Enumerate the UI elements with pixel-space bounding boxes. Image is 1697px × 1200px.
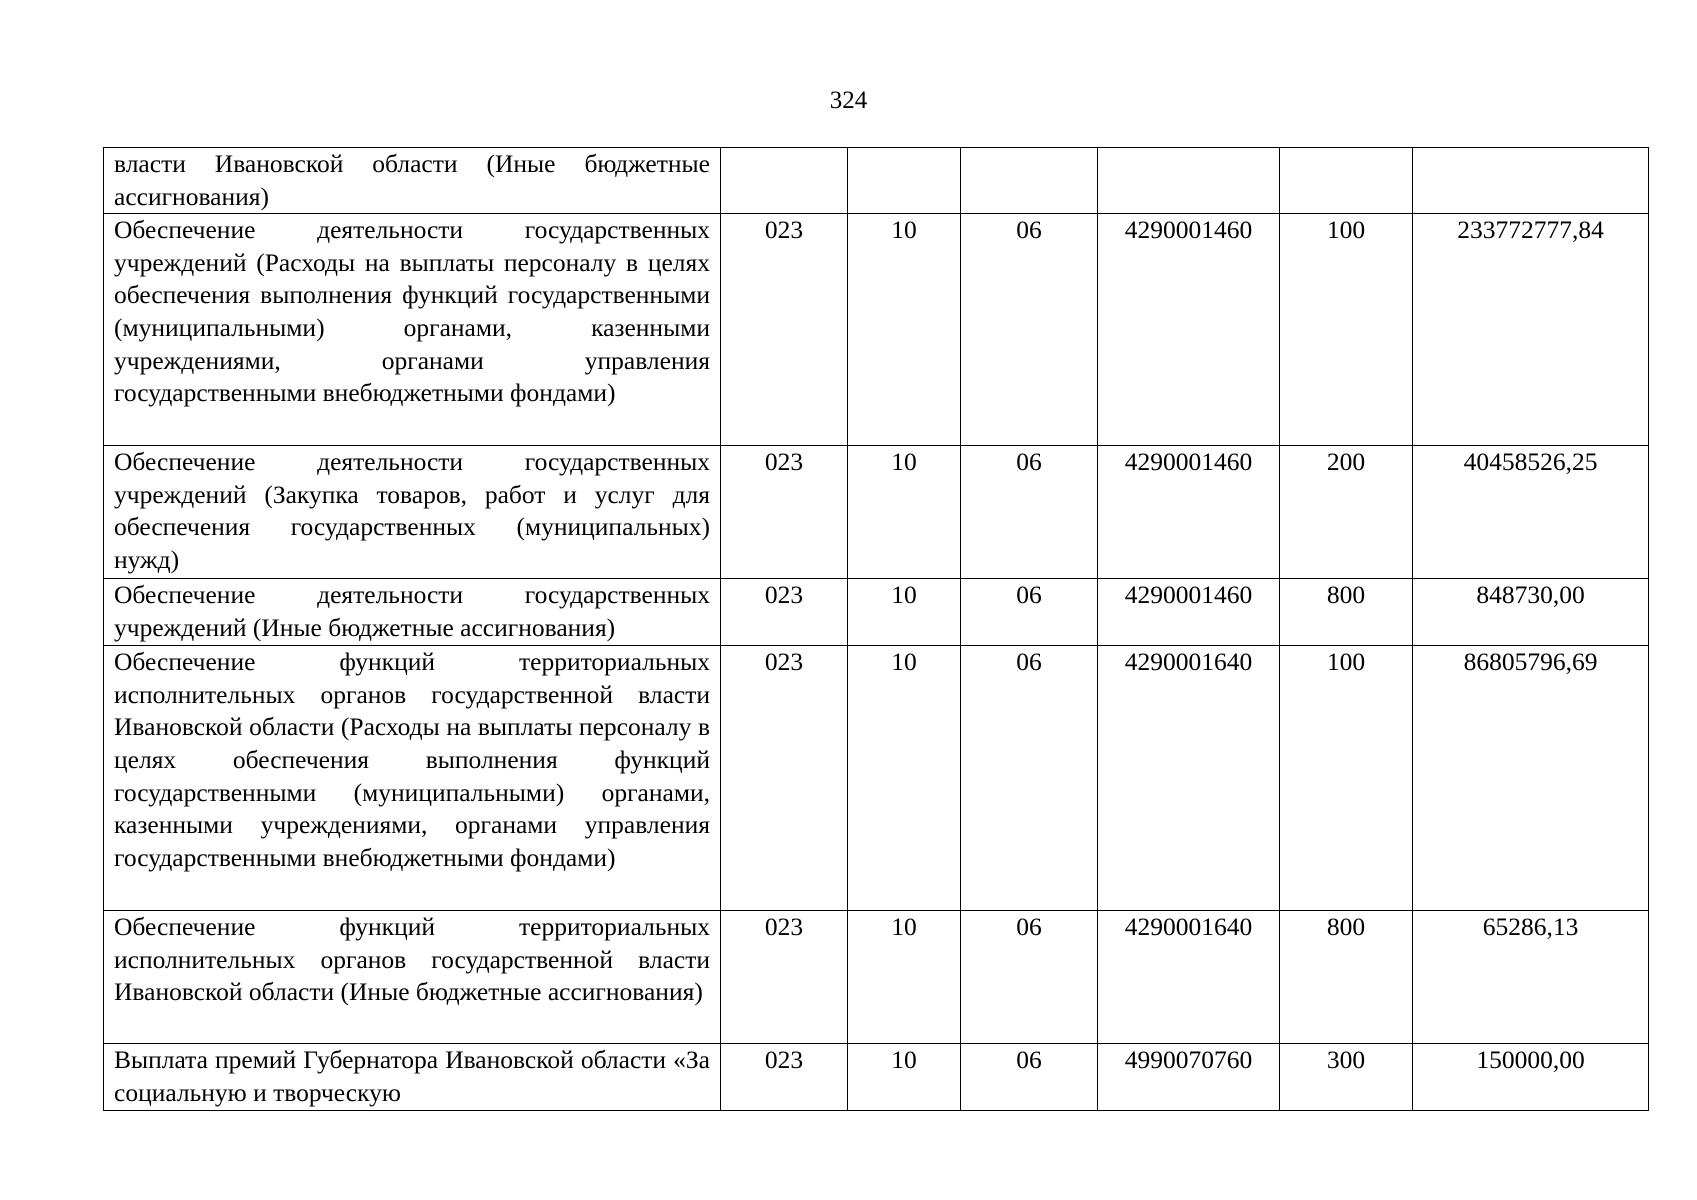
row-description: Обеспечение деятельности государственных учреждений (Закупка товаров, работ и услуг для обеспечения государственных (муниципальных) нужд) xyxy=(104,446,721,579)
section-code: 10 xyxy=(848,646,961,911)
table-row xyxy=(104,148,1649,214)
target-article-code: 4290001460 xyxy=(1098,446,1280,579)
table-row xyxy=(104,214,1649,446)
expense-type-code: 200 xyxy=(1280,446,1413,579)
ministry-code: 023 xyxy=(721,911,848,1044)
section-code xyxy=(848,148,961,214)
table-row xyxy=(104,446,1649,579)
section-code: 10 xyxy=(848,1044,961,1111)
target-article-code: 4290001640 xyxy=(1098,646,1280,911)
row-description: Обеспечение деятельности государственных учреждений (Расходы на выплаты персоналу в целях обеспечения выполнения функций государственными (муниципальными) органами, казенными учреждениями, органами управления государственными внебюджетными фондами) xyxy=(104,214,721,446)
page-number: 324 xyxy=(829,87,868,114)
amount-value: 848730,00 xyxy=(1413,579,1649,646)
amount-value: 233772777,84 xyxy=(1413,214,1649,446)
subsection-code: 06 xyxy=(961,214,1098,446)
subsection-code: 06 xyxy=(961,1044,1098,1111)
table-row xyxy=(104,911,1649,1044)
expense-type-code: 100 xyxy=(1280,214,1413,446)
subsection-code: 06 xyxy=(961,911,1098,1044)
table-row xyxy=(104,646,1649,911)
subsection-code xyxy=(961,148,1098,214)
ministry-code: 023 xyxy=(721,446,848,579)
table-row xyxy=(104,1044,1649,1111)
row-description: Обеспечение деятельности государственных учреждений (Иные бюджетные ассигнования) xyxy=(104,579,721,646)
amount-value: 86805796,69 xyxy=(1413,646,1649,911)
target-article-code: 4290001640 xyxy=(1098,911,1280,1044)
ministry-code xyxy=(721,148,848,214)
expense-type-code: 800 xyxy=(1280,911,1413,1044)
row-description: Обеспечение функций территориальных исполнительных органов государственной власти Ивановской области (Иные бюджетные ассигнования) xyxy=(104,911,721,1044)
amount-value: 40458526,25 xyxy=(1413,446,1649,579)
subsection-code: 06 xyxy=(961,646,1098,911)
amount-value: 65286,13 xyxy=(1413,911,1649,1044)
expense-type-code: 300 xyxy=(1280,1044,1413,1111)
row-description: Выплата премий Губернатора Ивановской области «За социальную и творческую xyxy=(104,1044,721,1111)
subsection-code: 06 xyxy=(961,579,1098,646)
row-description: власти Ивановской области (Иные бюджетные ассигнования) xyxy=(104,148,721,214)
row-description: Обеспечение функций территориальных исполнительных органов государственной власти Ивановской области (Расходы на выплаты персоналу в целях обеспечения выполнения функций государственными (муниципальными) органами, казенными учреждениями, органами управления государственными внебюджетными фондами) xyxy=(104,646,721,911)
section-code: 10 xyxy=(848,446,961,579)
target-article-code xyxy=(1098,148,1280,214)
ministry-code: 023 xyxy=(721,646,848,911)
expense-type-code xyxy=(1280,148,1413,214)
expense-type-code: 100 xyxy=(1280,646,1413,911)
subsection-code: 06 xyxy=(961,446,1098,579)
target-article-code: 4990070760 xyxy=(1098,1044,1280,1111)
expense-type-code: 800 xyxy=(1280,579,1413,646)
budget-table xyxy=(103,147,1649,1111)
amount-value xyxy=(1413,148,1649,214)
section-code: 10 xyxy=(848,911,961,1044)
table-row xyxy=(104,579,1649,646)
amount-value: 150000,00 xyxy=(1413,1044,1649,1111)
target-article-code: 4290001460 xyxy=(1098,214,1280,446)
target-article-code: 4290001460 xyxy=(1098,579,1280,646)
ministry-code: 023 xyxy=(721,579,848,646)
ministry-code: 023 xyxy=(721,214,848,446)
ministry-code: 023 xyxy=(721,1044,848,1111)
section-code: 10 xyxy=(848,214,961,446)
section-code: 10 xyxy=(848,579,961,646)
